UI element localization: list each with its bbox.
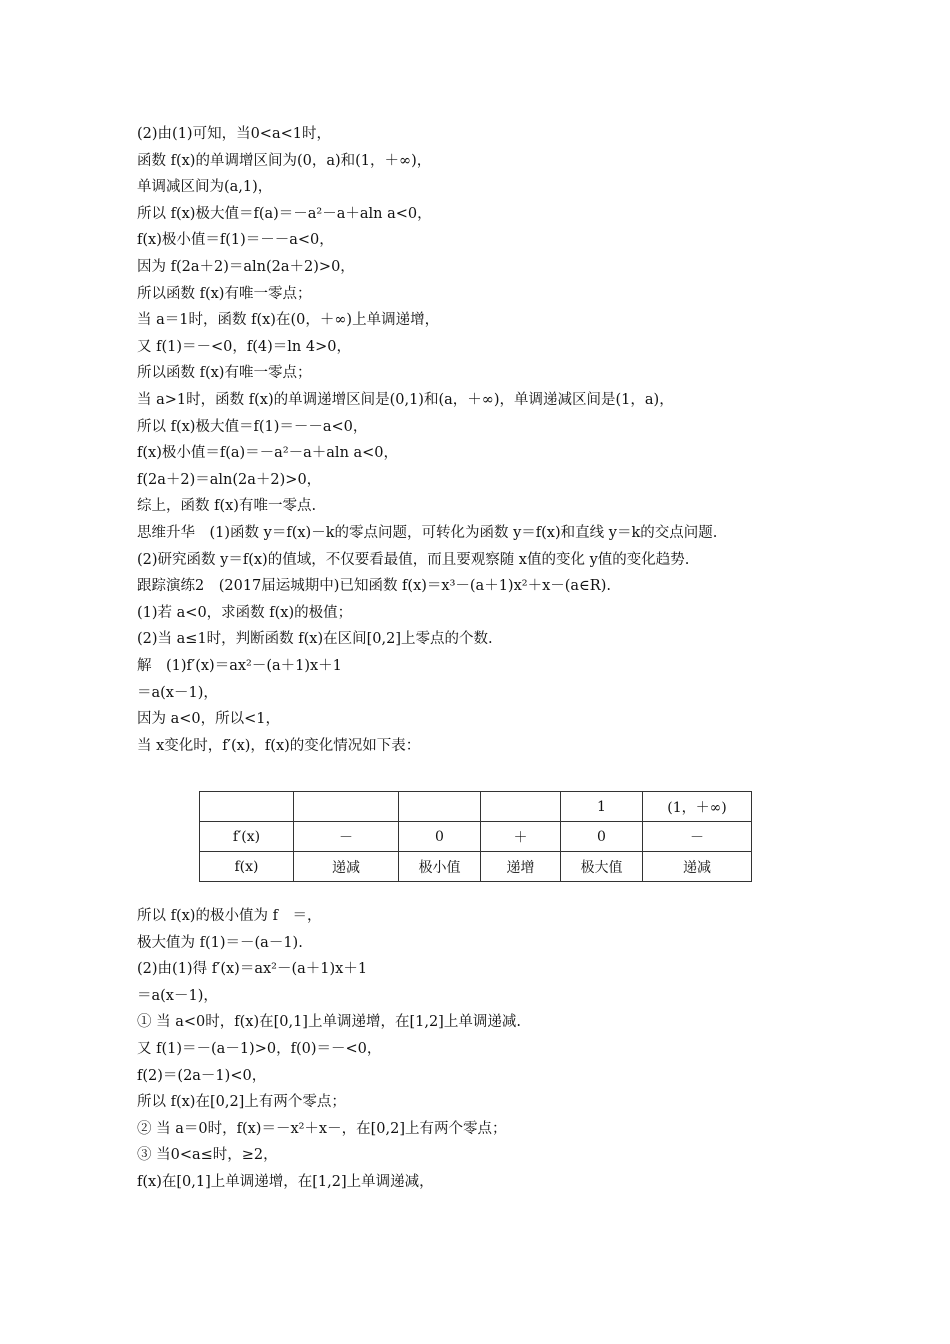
text-line: (2)研究函数 y＝f(x)的值域，不仅要看最值，而且要观察随 x值的变化 y值的变化趋势. [137, 551, 690, 568]
text-line: 又 f(1)＝－(a－1)>0，f(0)＝－<0， [137, 1041, 382, 1057]
text-line: f(2a＋2)＝aln(2a＋2)>0， [137, 471, 322, 488]
text-line: 单调减区间为(a,1)， [137, 179, 273, 196]
text-line: f(x)极小值＝f(a)＝－a²－a＋aln a<0， [137, 445, 399, 462]
table-cell: 极小值 [399, 852, 481, 882]
text-line: 函数 f(x)的单调增区间为(0，a)和(1，＋∞)， [137, 152, 432, 169]
text-line: 当 a＝1时，函数 f(x)在(0，＋∞)上单调递增， [137, 312, 440, 329]
table-cell: 0 [399, 822, 481, 852]
text-line: 又 f(1)＝－<0，f(4)＝ln 4>0， [137, 338, 351, 355]
variation-table [199, 791, 752, 882]
table-cell: 0 [561, 822, 643, 852]
text-line: 当 x变化时，f′(x)，f(x)的变化情况如下表： [137, 737, 421, 754]
table-row [200, 852, 752, 882]
table-cell: 1 [561, 792, 643, 822]
table-cell: f(x) [200, 852, 294, 882]
text-line: f(x)在[0,1]上单调递增，在[1,2]上单调递减， [137, 1174, 434, 1190]
table-cell [294, 792, 399, 822]
text-line: 极大值为 f(1)＝－(a－1). [137, 934, 303, 951]
text-line: 思维升华 (1)函数 y＝f(x)－k的零点问题，可转化为函数 y＝f(x)和直线 y＝k的交点问题. [137, 525, 718, 541]
table-cell: 递增 [481, 852, 561, 882]
table-row [200, 822, 752, 852]
text-line: 所以函数 f(x)有唯一零点； [137, 285, 312, 302]
text-line: 因为 a<0，所以<1， [137, 711, 281, 728]
text-line: 所以函数 f(x)有唯一零点； [137, 365, 312, 382]
text-line: f(x)极小值＝f(1)＝－－a<0， [137, 232, 334, 249]
table-cell: 递减 [643, 852, 752, 882]
text-line: 因为 f(2a＋2)＝aln(2a＋2)>0， [137, 259, 355, 275]
table-cell: － [294, 822, 399, 852]
table-cell [481, 792, 561, 822]
text-line: 跟踪演练2 (2017届运城期中)已知函数 f(x)＝x³－(a＋1)x²＋x－(a∈R). [137, 578, 611, 595]
text-line: 所以 f(x)在[0,2]上有两个零点； [137, 1094, 346, 1111]
table-cell: － [643, 822, 752, 852]
text-line: f(2)＝(2a－1)<0， [137, 1067, 267, 1084]
text-line: 解 (1)f′(x)＝ax²－(a＋1)x＋1 [137, 658, 342, 674]
table-cell [399, 792, 481, 822]
text-line: ＝a(x－1)， [137, 684, 218, 701]
table-cell: 递减 [294, 852, 399, 882]
table-row [200, 792, 752, 822]
text-line: 所以 f(x)极大值＝f(a)＝－a²－a＋aln a<0， [137, 205, 432, 222]
table-cell: f′(x) [200, 822, 294, 852]
text-line: ③ 当0<a≤时，≥2， [137, 1147, 278, 1164]
table-cell [200, 792, 294, 822]
text-line: 综上，函数 f(x)有唯一零点. [137, 498, 317, 515]
text-line: (1)若 a<0，求函数 f(x)的极值； [137, 604, 353, 621]
text-line: (2)由(1)可知，当0<a<1时， [137, 126, 331, 142]
text-line: (2)当 a≤1时，判断函数 f(x)在区间[0,2]上零点的个数. [137, 631, 493, 648]
text-line: 当 a>1时，函数 f(x)的单调递增区间是(0,1)和(a，＋∞)，单调递减区间是(1，a)， [137, 392, 674, 408]
text-line: ＝a(x－1)， [137, 987, 218, 1004]
text-line: ① 当 a<0时，f(x)在[0,1]上单调递增，在[1,2]上单调递减. [137, 1014, 521, 1031]
table-cell: (1，＋∞) [643, 792, 752, 822]
text-line: 所以 f(x)的极小值为 f ＝， [137, 908, 322, 924]
table-cell: ＋ [481, 822, 561, 852]
text-line: 所以 f(x)极大值＝f(1)＝－－a<0， [137, 418, 368, 435]
text-line: (2)由(1)得 f′(x)＝ax²－(a＋1)x＋1 [137, 961, 368, 978]
table-cell: 极大值 [561, 852, 643, 882]
text-line: ② 当 a＝0时，f(x)＝－x²＋x－，在[0,2]上有两个零点； [137, 1120, 507, 1137]
